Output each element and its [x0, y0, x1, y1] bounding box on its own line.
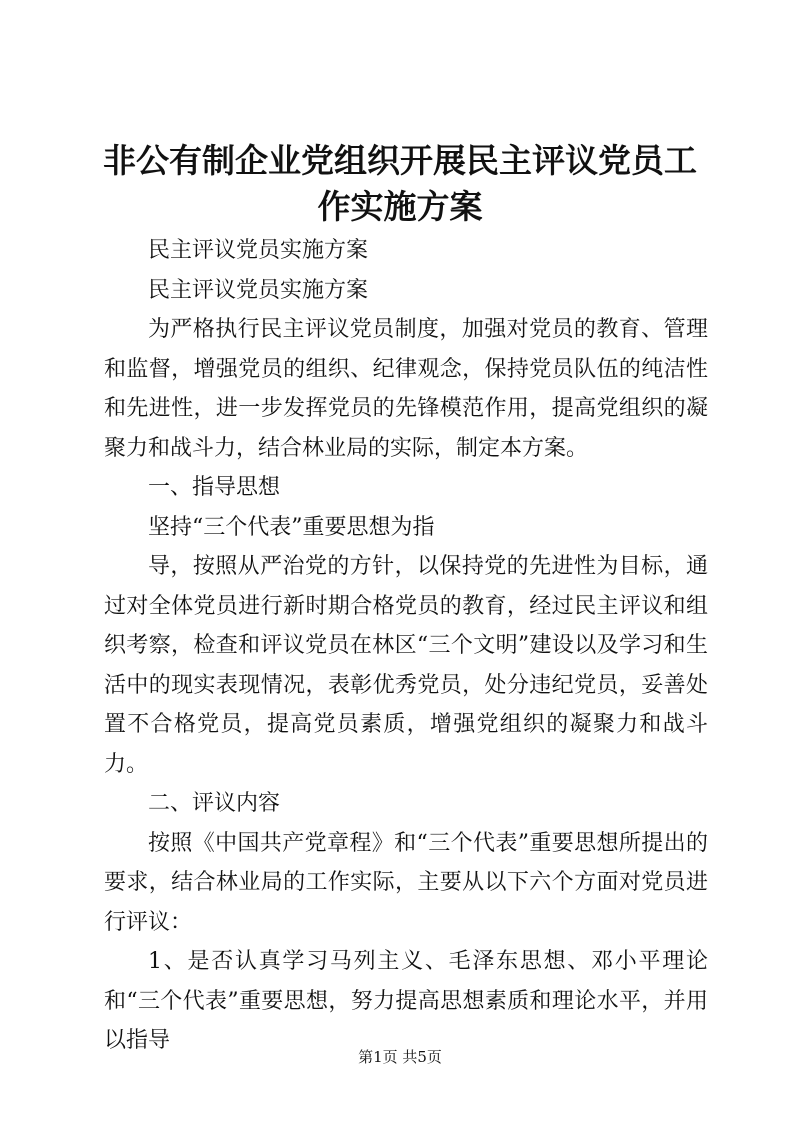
- paragraph: 1、是否认真学习马列主义、毛泽东思想、邓小平理论和“三个代表”重要思想，努力提高思想素质和理论水平，并用以指导: [104, 949, 708, 1053]
- document-title: 非公有制企业党组织开展民主评议党员工作实施方案: [103, 141, 697, 226]
- paragraph: 民主评议党员实施方案: [148, 277, 369, 303]
- section-heading: 一、指导思想: [148, 475, 281, 500]
- paragraph: 导，按照从严治党的方针，以保持党的先进性为目标，通过对全体党员进行新时期合格党员的教育，经过民主评议和组织考察，检查和评议党员在林区“三个文明”建设以及学习和生活中的现实表现情况，表彰优秀党员，处分违纪党员，妥善处置不合格党员，提高党员素质，增强党组织的凝聚力和战斗力。: [104, 554, 708, 777]
- document-body: [104, 231, 708, 1061]
- paragraph: 为严格执行民主评议党员制度，加强对党员的教育、管理和监督，增强党员的组织、纪律观念，保持党员队伍的纯洁性和先进性，进一步发挥党员的先锋模范作用，提高党组织的凝聚力和战斗力，结合林业局的实际，制定本方案。: [104, 317, 708, 461]
- section-heading: 二、评议内容: [148, 791, 281, 816]
- paragraph: 按照《中国共产党章程》和“三个代表”重要思想所提出的要求，结合林业局的工作实际，主要从以下六个方面对党员进行评议：: [104, 830, 708, 935]
- page-footer: 第1页 共5页: [358, 1048, 442, 1066]
- paragraph: 坚持“三个代表”重要思想为指: [148, 514, 435, 540]
- paragraph: 民主评议党员实施方案: [148, 238, 369, 263]
